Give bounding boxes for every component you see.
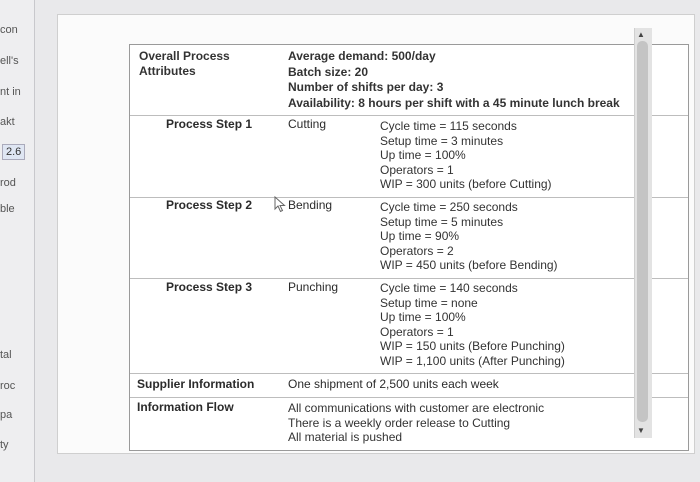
step3-name: Punching (288, 280, 339, 294)
overall-attributes: Average demand: 500/day Batch size: 20 Number of shifts per day: 3 Availability: 8 hours per shift with a 45 minute lunch break (288, 49, 620, 110)
left-fragment: con (0, 24, 18, 36)
triangle-down-icon[interactable]: ▼ (637, 426, 645, 435)
arrow-cursor-icon (274, 196, 288, 213)
overall-label: Overall Process Attributes (139, 49, 230, 78)
step3-label: Process Step 3 (166, 280, 253, 294)
info-flow-text: All communications with customer are electronic There is a weekly order release to Cutting All material is pushed (288, 401, 545, 445)
row-divider (130, 397, 688, 398)
left-fragment: ell's (0, 55, 19, 67)
step2-details: Cycle time = 250 seconds Setup time = 5 minutes Up time = 90% Operators = 2 WIP = 450 units (before Bending) (380, 200, 558, 273)
left-fragment: tal (0, 349, 12, 361)
step1-name: Cutting (288, 117, 327, 131)
left-fragment: pa (0, 409, 13, 421)
info-flow-label: Information Flow (137, 400, 234, 414)
left-fragment: ty (0, 439, 9, 451)
row-divider (130, 115, 688, 116)
row-divider (130, 278, 688, 279)
left-fragment: roc (0, 380, 16, 392)
divider (34, 0, 35, 482)
supplier-text: One shipment of 2,500 units each week (288, 377, 499, 391)
step2-label: Process Step 2 (166, 198, 253, 212)
scrollbar-thumb[interactable] (637, 41, 648, 422)
left-fragment: nt in (0, 86, 21, 98)
left-field[interactable]: 2.6 (2, 144, 25, 160)
left-fragment: rod (0, 177, 16, 189)
step2-name: Bending (288, 198, 333, 212)
step1-details: Cycle time = 115 seconds Setup time = 3 minutes Up time = 100% Operators = 1 WIP = 300 units (before Cutting) (380, 119, 552, 192)
left-fragment: akt (0, 116, 15, 128)
left-strip (0, 0, 34, 482)
process-table (129, 44, 689, 451)
step1-label: Process Step 1 (166, 117, 253, 131)
left-fragment: ble (0, 203, 15, 215)
triangle-up-icon[interactable]: ▲ (637, 30, 645, 39)
content-panel (57, 14, 695, 454)
row-divider (130, 373, 688, 374)
supplier-label: Supplier Information (137, 377, 255, 391)
step3-details: Cycle time = 140 seconds Setup time = none Up time = 100% Operators = 1 WIP = 150 units (Before Punching) WIP = 1,100 units (After Punching) (380, 281, 565, 368)
